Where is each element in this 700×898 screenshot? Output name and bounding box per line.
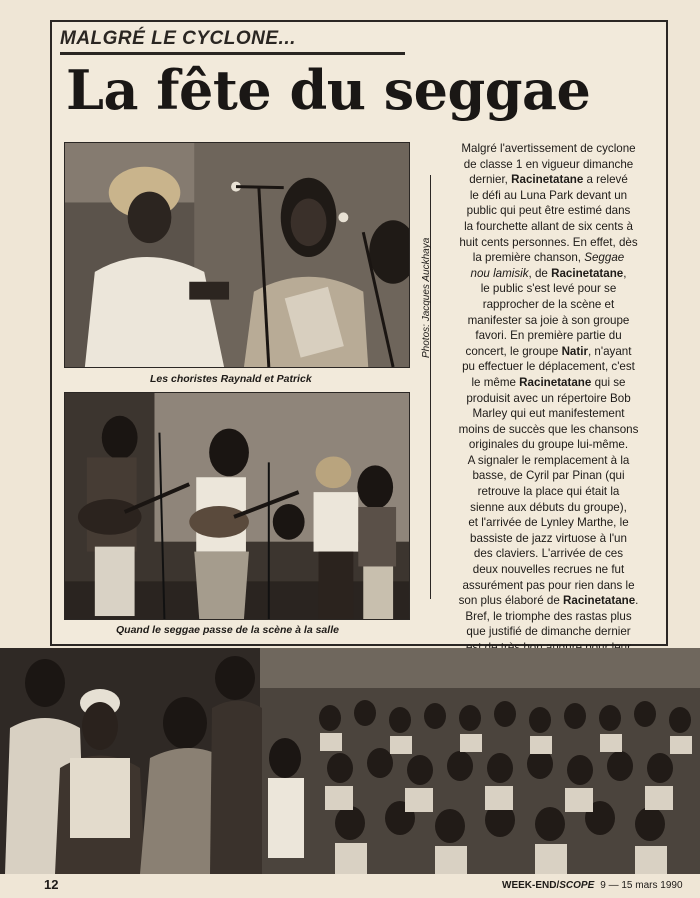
article-line: public qui peut être estimé dans [466,204,631,218]
article-line: nou lamisik, de Racinetatane, [470,266,627,280]
article-line: Malgré l'avertissement de cyclone [461,142,636,155]
article-line: A signaler le remplacement à la [467,453,630,467]
article-line: Marley qui eut manifestement [472,407,625,421]
article-line: le même Racinetatane qui se [471,375,626,389]
kicker: MALGRÉ LE CYCLONE... [60,28,296,49]
article-line: concert, le groupe Natir, n'ayant [465,344,632,358]
article-line: que justifié de dimanche dernier [466,625,631,639]
photo-crowd [0,648,700,874]
article-line: sienne aux débuts du groupe), [470,500,627,514]
magazine-footer: WEEK-END/SCOPE 9 — 15 mars 1990 [502,880,683,891]
article-line: rapprocher de la scène et [482,297,615,311]
photo-credit: Photos: Jacques Auckhaya [421,237,432,358]
article-line: moins de succès que les chansons [458,422,639,436]
article-line: produisit avec un répertoire Bob [466,391,631,405]
article-line: deux nouvelles recrues ne fut [472,563,625,577]
photo-choristers [64,142,410,368]
photo-band-stage [64,392,410,620]
caption-band-stage: Quand le seggae passe de la scène à la salle [116,624,339,636]
article-line: et l'arrivée de Lynley Marthe, le [468,516,629,530]
article-line: des claviers. L'arrivée de ces [473,547,624,561]
caption-choristers: Les choristes Raynald et Patrick [150,373,312,385]
article-line: son plus élaboré de Racinetatane. [458,594,639,608]
article-line: huit cents personnes. En effet, dès [459,235,638,249]
article-line: basse, de Cyril par Pinan (qui [472,469,625,483]
article-body [444,141,653,718]
article-line: la fourchette allant de six cents à [464,219,633,233]
article-line: pu effectuer le déplacement, c'est [462,360,635,374]
article-line: de classe 1 en vigueur dimanche [463,157,634,171]
article-line: manifester sa joie à son groupe [467,313,630,327]
article-line: retrouve la place qui était la [477,485,620,499]
article-line: la première chanson, Seggae [472,251,625,265]
article-line: favori. En première partie du [475,329,622,343]
article-line: originales du groupe lui-même. [468,438,629,452]
page-number: 12 [44,877,59,892]
issue-date: 9 — 15 mars 1990 [600,880,683,891]
headline: La fête du seggae [66,58,591,122]
article-line: bassiste de jazz virtuose à l'un [470,531,627,545]
article-line: dernier, Racinetatane a relevé [469,173,628,187]
kicker-underline [60,52,405,55]
article-line: le public s'est levé pour se [480,282,617,296]
article-line: Bref, le triomphe des rastas plus [465,609,632,623]
article-line: assurément pas pour rien dans le [462,578,635,592]
article-line: le défi au Luna Park devant un [469,188,628,202]
